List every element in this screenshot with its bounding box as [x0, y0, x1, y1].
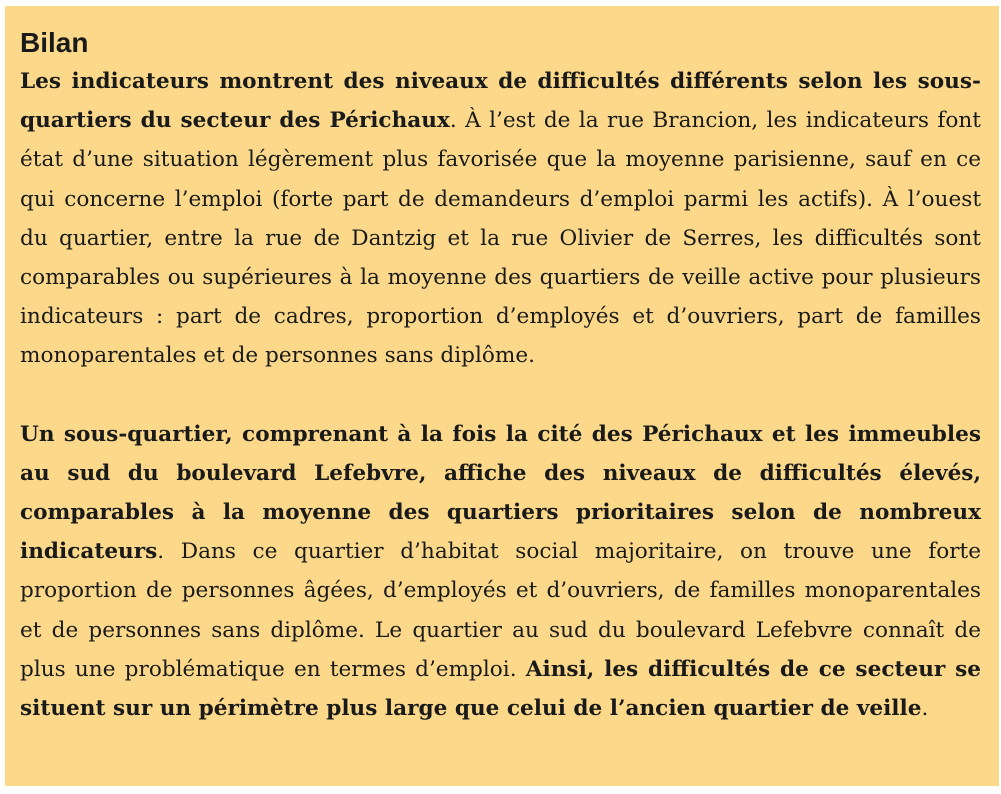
paragraph-2-bold-lead: Un sous-quartier, comprenant à la fois la cité des Périchaux et les immeubles au sud du boulevard Lefebvre, affiche des niveaux de difficultés élevés, comparables à la moyenne des quartiers prioritaires selon de nombreux indicateurs — [20, 421, 981, 565]
paragraph-2-text: . Dans ce quartier d’habitat social majoritaire, on trouve une forte proportion de personnes âgées, d’employés et d’ouvriers, de familles monoparentales et de personnes sans diplôme. Le quartier au sud du boulevard Lefebvre connaît de plus une problématique en termes d’emploi. — [20, 539, 981, 682]
box-title: Bilan — [20, 27, 89, 58]
paragraph-2-end: . — [921, 696, 929, 722]
paragraph-1-bold-lead: Les indicateurs montrent des niveaux de difficultés différents selon les sous-quartiers du secteur des Périchaux — [20, 69, 981, 134]
paragraph-2-bold-conclusion: Ainsi, les difficultés de ce secteur se situent sur un périmètre plus large que celui de l’ancien quartier de veille — [20, 656, 981, 722]
paragraph-spacer — [20, 376, 981, 415]
summary-box — [5, 6, 999, 786]
paragraph-2 — [20, 415, 981, 729]
paragraph-1-text: . À l’est de la rue Brancion, les indicateurs font état d’une situation légèrement plus favorisée que la moyenne parisienne, sauf en ce qui concerne l’emploi (forte part de demandeurs d’emploi parmi les actifs). À l’ouest du quartier, entre la rue de Dantzig et la rue Olivier de Serres, les difficultés sont comparables ou supérieures à la moyenne des quartiers de veille active pour plusieurs indicateurs : part de cadres, proportion d’employés et d’ouvriers, part de familles monoparentales et de personnes sans diplôme. — [20, 108, 981, 369]
paragraph-1 — [20, 62, 981, 376]
